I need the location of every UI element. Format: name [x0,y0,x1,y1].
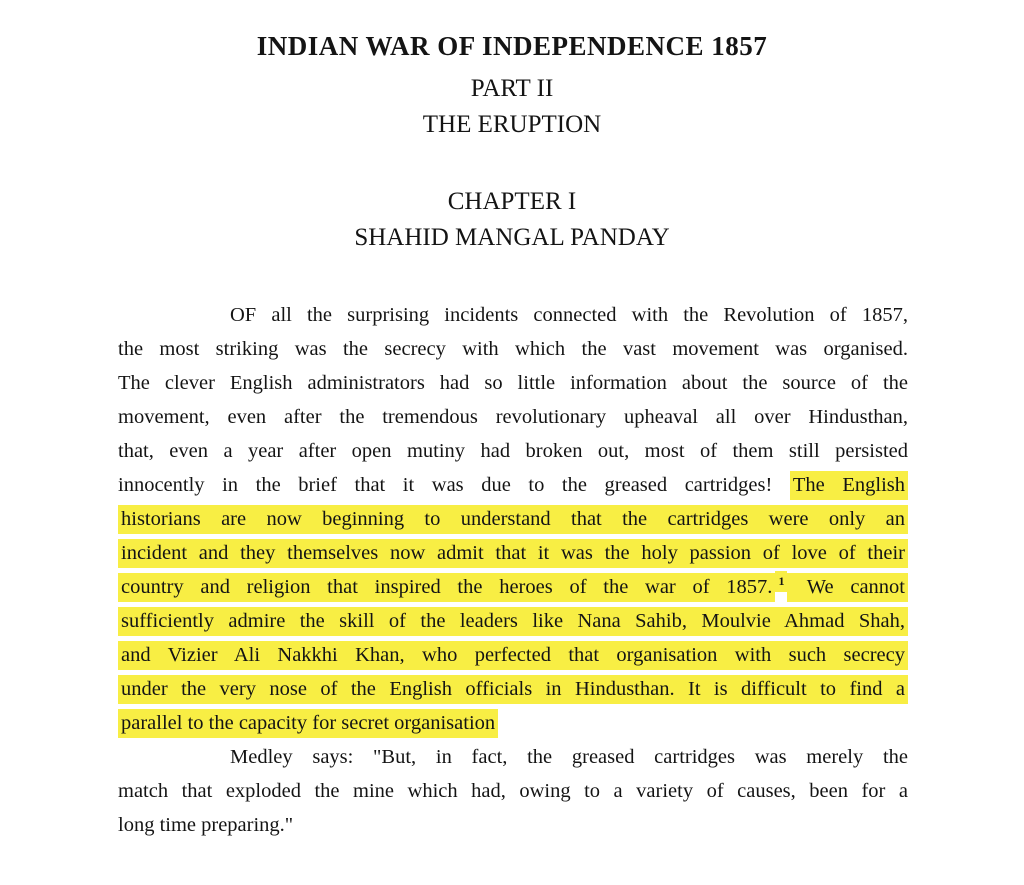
chapter-number: CHAPTER I [447,188,577,215]
text-segment: that, even a year after open mutiny had broken out, most of them still persisted [118,440,908,462]
footnote-ref: 1 [775,571,787,592]
text-segment: Medley says: "But, in fact, the greased cartridges was merely the [230,746,908,768]
text-line [118,400,908,434]
text-line [118,740,908,774]
text-line [118,638,908,672]
paragraph [118,740,908,842]
highlighted-text: The English [790,471,908,500]
text-segment: the most striking was the secrecy with which the vast movement was organised. [118,338,908,360]
highlighted-text: We cannot [787,573,908,602]
text-line [118,808,908,842]
text-segment: match that exploded the mine which had, owing to a variety of causes, been for a [118,780,908,802]
chapter-headings [0,185,1024,254]
highlighted-text: country and religion that inspired the heroes of the war of 1857. [118,573,775,602]
highlighted-text: historians are now beginning to understand that the cartridges were only an [118,505,908,534]
text-line [118,298,908,332]
text-line [118,570,908,604]
chapter-title: SHAHID MANGAL PANDAY [354,224,670,251]
page-headers [0,0,1024,254]
text-line [118,604,908,638]
text-line [118,434,908,468]
text-segment: movement, even after the tremendous revolutionary upheaval all over Hindusthan, [118,406,908,428]
text-segment: innocently in the brief that it was due to the greased cartridges! [118,474,790,496]
section-heading: THE ERUPTION [422,111,602,138]
text-block [118,298,908,842]
text-line [118,332,908,366]
text-line [118,366,908,400]
book-title: INDIAN WAR OF INDEPENDENCE 1857 [256,31,768,61]
text-line [118,706,908,740]
highlighted-text: under the very nose of the English officials in Hindusthan. It is difficult to find a [118,675,908,704]
highlighted-text: and Vizier Ali Nakkhi Khan, who perfected that organisation with such secrecy [118,641,908,670]
highlighted-text: sufficiently admire the skill of the leaders like Nana Sahib, Moulvie Ahmad Shah, [118,607,908,636]
highlighted-text: parallel to the capacity for secret organisation [118,709,498,738]
text-line [118,468,908,502]
highlighted-text: incident and they themselves now admit that it was the holy passion of love of their [118,539,908,568]
part-heading: PART II [470,75,554,102]
text-line [118,536,908,570]
text-line [118,672,908,706]
text-segment: The clever English administrators had so little information about the source of the [118,372,908,394]
text-line [118,502,908,536]
text-segment: long time preparing." [118,814,294,836]
text-line [118,774,908,808]
text-segment: OF all the surprising incidents connected with the Revolution of 1857, [230,304,908,326]
paragraph [118,298,908,740]
